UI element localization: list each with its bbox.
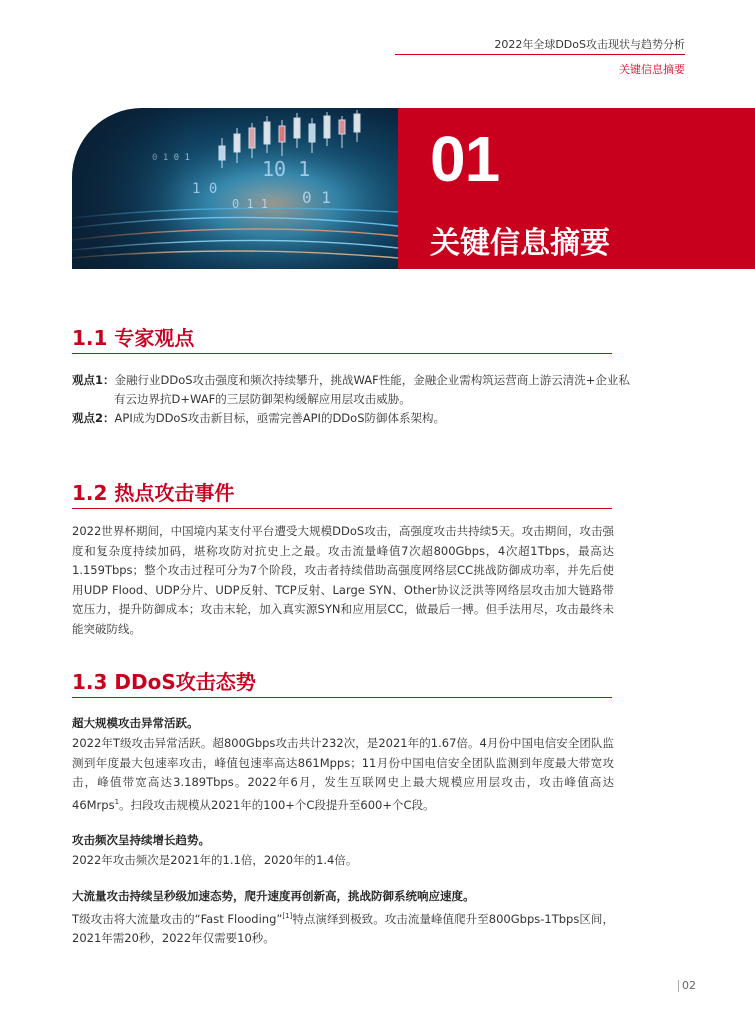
viewpoint-1-text-cont: 有云边界抗D+WAF的三层防御架构缓解应用层攻击威胁。 — [114, 392, 411, 406]
banner-image — [72, 108, 398, 269]
trend-paragraph-1-text: 2022年T级攻击异常活跃。超800Gbps攻击共计232次，是2021年的1.67倍。4月份中国电信安全团队监测到年度最大包速率攻击，峰值包速率高达861Mpps；11月份中国电信安全团队监测到年度最大带宽攻击，峰值带宽高达3.189Tbps。2022年6月，发生互联网史上最大规模应用层攻击，攻击峰值高达46Mrps — [72, 736, 614, 812]
section-divider-1-2 — [72, 508, 612, 509]
trend-heading-2: 攻击频次呈持续增长趋势。 — [72, 833, 210, 847]
citation-ref: [1] — [282, 912, 293, 920]
viewpoint-2-text: API成为DDoS攻击新目标，亟需完善API的DDoS防御体系架构。 — [114, 411, 445, 425]
trend-heading-3: 大流量攻击持续呈秒级加速态势，爬升速度再创新高，挑战防御系统响应速度。 — [72, 889, 475, 903]
chapter-number: 01 — [430, 123, 500, 195]
section-title-1-2: 1.2 热点攻击事件 — [72, 481, 235, 505]
chapter-title: 关键信息摘要 — [430, 226, 610, 261]
trend-paragraph-1 — [72, 734, 614, 815]
page-number-divider — [678, 980, 679, 992]
section-divider-1-1 — [72, 353, 612, 354]
section-title-1-3: 1.3 DDoS攻击态势 — [72, 670, 256, 694]
viewpoint-1 — [72, 371, 632, 428]
trend-heading-1: 超大规模攻击异常活跃。 — [72, 716, 199, 730]
trend-paragraph-3-text-cont: 特点演绎到极致。攻击流量峰值爬升至800Gbps-1Tbps区间，2021年需20秒，2022年仅需要10秒。 — [72, 911, 614, 946]
header-divider — [395, 54, 685, 55]
trend-paragraph-3-text: T级攻击将大流量攻击的“Fast Flooding” — [72, 911, 283, 926]
section-divider-1-3 — [72, 697, 612, 698]
viewpoint-1-text: 金融行业DDoS攻击强度和频次持续攀升，挑战WAF性能，金融企业需构筑运营商上游云清洗+企业私 — [114, 373, 630, 387]
viewpoint-2-label: 观点2： — [72, 411, 115, 425]
data-visual-illustration — [72, 108, 398, 269]
section-title-1-1: 1.1 专家观点 — [72, 326, 195, 350]
trend-paragraph-2: 2022年攻击频次是2021年的1.1倍，2020年的1.4倍。 — [72, 853, 358, 867]
page-number: 02 — [682, 979, 696, 992]
hot-event-paragraph: 2022世界杯期间，中国境内某支付平台遭受大规模DDoS攻击，高强度攻击共持续5天。攻击期间，攻击强度和复杂度持续加码，堪称攻防对抗史上之最。攻击流量峰值7次超800Gbps，4次超1Tbps，最高达1.159Tbps；整个攻击过程可分为7个阶段，攻击者持续借助高强度网络层CC挑战防御成功率，并先后使用UDP Flood、UDP分片、UDP反射、TCP反射、Large SYN、Other协议泛洪等网络层攻击加大链路带宽压力，提升防御成本；攻击末轮，加入真实源SYN和应用层CC，做最后一搏。但手法用尽，攻击最终未能突破防线。 — [72, 524, 614, 636]
document-title: 2022年全球DDoS攻击现状与趋势分析 — [494, 38, 685, 51]
trend-paragraph-1-text-cont: 。扫段攻击规模从2021年的100+个C段提升至600+个C段。 — [119, 797, 435, 812]
trend-paragraph-3 — [72, 907, 614, 949]
header-section-title: 关键信息摘要 — [619, 63, 685, 76]
footnote-ref: 1 — [114, 797, 120, 806]
viewpoint-1-label: 观点1： — [72, 373, 115, 387]
